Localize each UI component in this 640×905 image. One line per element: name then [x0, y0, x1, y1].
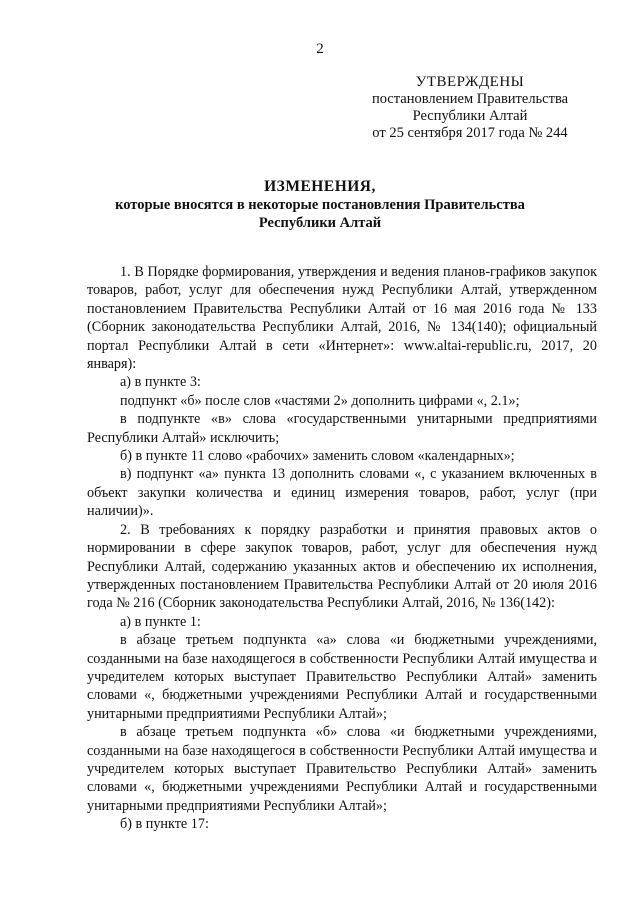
paragraph: б) в пункте 11 слово «рабочих» заменить словом «календарных»;: [120, 448, 515, 465]
paragraph: в абзаце третьем подпункта «а» слова «и бюджетными учреждениями, созданными на базе находящегося в собственности Республики Алтай имущества и учредителем которых выступает Правительство Республики Алтай» заменить словами «, бюджетными учреждениями Республики Алтай и государственными унитарными предприятиями Республики Алтай»;: [87, 632, 597, 722]
paragraph: в подпункте «в» слова «государственными унитарными предприятиями Республики Алтай» исключить;: [87, 411, 597, 446]
approval-line: Республики Алтай: [412, 108, 528, 124]
heading-subtitle: Республики Алтай: [258, 215, 382, 231]
paragraph: в) подпункт «а» пункта 13 дополнить словами «, с указанием включенных в объект закупки количества и единиц измерения товаров, работ, услуг (при наличии)».: [87, 466, 597, 520]
heading-title: ИЗМЕНЕНИЯ,: [264, 178, 376, 195]
paragraph: а) в пункте 1:: [120, 613, 201, 630]
approval-title: УТВЕРЖДЕНЫ: [415, 74, 525, 90]
document-heading: [0, 178, 640, 232]
approval-date: от 25 сентября 2017 года № 244: [372, 125, 568, 141]
heading-subtitle: которые вносятся в некоторые постановления Правительства: [115, 197, 525, 213]
paragraph: подпункт «б» после слов «частями 2» дополнить цифрами «, 2.1»;: [120, 392, 520, 409]
paragraph: а) в пункте 3:: [120, 374, 201, 391]
approval-block: [360, 74, 580, 142]
paragraph: 1. В Порядке формирования, утверждения и ведения планов-графиков закупок товаров, работ, услуг для обеспечения нужд Республики Алтай, утвержденном постановлением Правительства Республики Алтай от 16 мая 2016 года № 133 (Сборник законодательства Республики Алтай, 2016, № 134(140); официальный портал Республики Алтай в сети «Интернет»: www.altai-republic.ru, 2017, 20 января):: [87, 264, 597, 373]
page-number: 2: [316, 41, 324, 57]
approval-line: постановлением Правительства: [371, 91, 569, 107]
paragraph: 2. В требованиях к порядку разработки и принятия правовых актов о нормировании в сфере закупок товаров, работ, услуг для обеспечения нужд Республики Алтай, содержанию указанных актов и обеспечению их исполнения, утвержденных постановлением Правительства Республики Алтай от 20 июля 2016 года № 216 (Сборник законодательства Республики Алтай, 2016, № 136(142):: [87, 521, 597, 612]
paragraph: в абзаце третьем подпункта «б» слова «и бюджетными учреждениями, созданными на базе находящегося в собственности Республики Алтай имущества и учредителем которых выступает Правительство Республики Алтай» заменить словами «, бюджетными учреждениями Республики Алтай и государственными унитарными предприятиями Республики Алтай»;: [87, 724, 597, 814]
paragraph: б) в пункте 17:: [120, 816, 209, 833]
document-body: [87, 263, 597, 834]
